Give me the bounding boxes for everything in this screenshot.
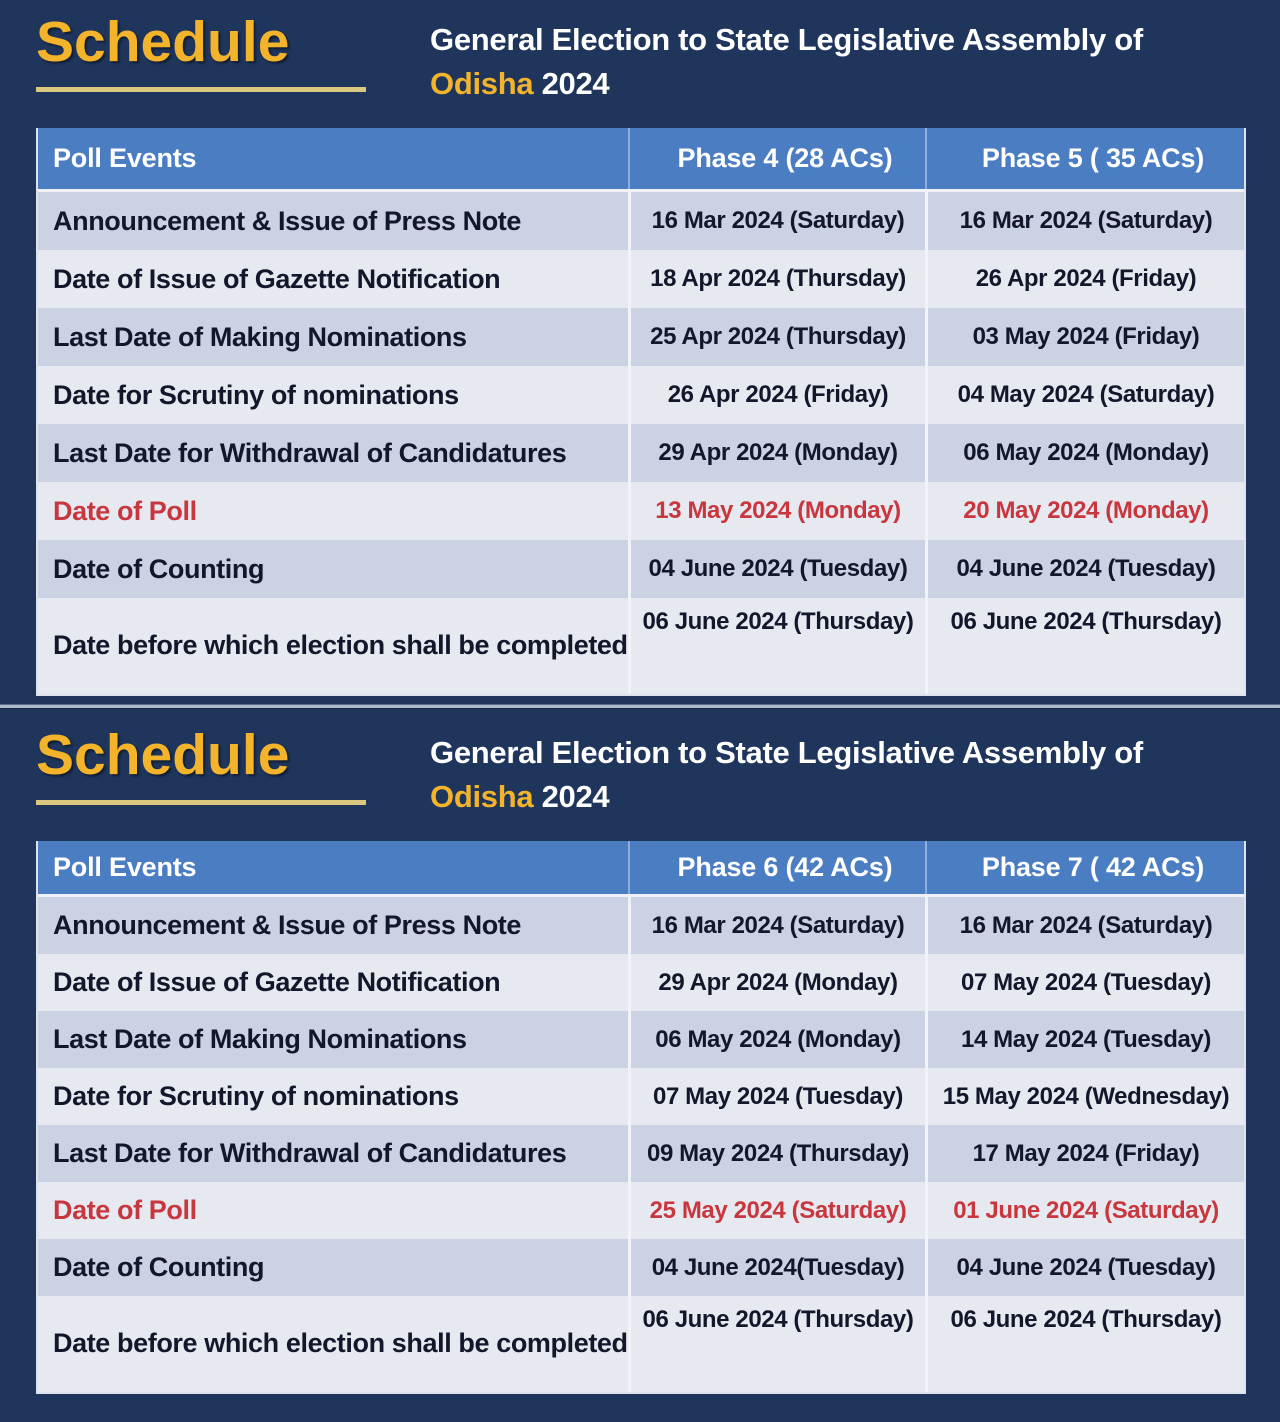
date-cell: 15 May 2024 (Wednesday) [925, 1068, 1244, 1125]
date-cell: 03 May 2024 (Friday) [925, 308, 1244, 366]
table-row [38, 1239, 1244, 1296]
section-header [0, 723, 1280, 819]
event-cell: Date of Counting [53, 1252, 265, 1283]
date-cell: 26 Apr 2024 (Friday) [628, 366, 925, 424]
table-row [38, 250, 1244, 308]
date-cell: 09 May 2024 (Thursday) [628, 1125, 925, 1182]
date-cell: 13 May 2024 (Monday) [628, 482, 925, 540]
schedule-section-phase6-7 [0, 709, 1280, 1394]
event-cell: Last Date of Making Nominations [53, 1024, 467, 1055]
heading-state: Odisha [430, 66, 534, 102]
event-cell: Announcement & Issue of Press Note [53, 205, 521, 236]
date-cell: 04 June 2024 (Tuesday) [925, 1239, 1244, 1296]
table-row [38, 1125, 1244, 1182]
event-cell: Date before which election shall be completed [53, 630, 628, 661]
heading-state: Odisha [430, 779, 534, 815]
date-cell: 06 June 2024 (Thursday) [628, 1296, 925, 1392]
header-cell-poll-events: Poll Events [53, 852, 197, 883]
date-cell: 07 May 2024 (Tuesday) [925, 954, 1244, 1011]
date-cell: 25 Apr 2024 (Thursday) [628, 308, 925, 366]
event-cell: Date before which election shall be completed [53, 1328, 628, 1359]
date-cell: 29 Apr 2024 (Monday) [628, 954, 925, 1011]
table-row [38, 897, 1244, 954]
table-row [38, 1068, 1244, 1125]
heading-line1: General Election to State Legislative Assembly of [430, 735, 1143, 771]
date-cell: 04 June 2024 (Tuesday) [925, 540, 1244, 598]
table-row [38, 424, 1244, 482]
date-cell: 04 May 2024 (Saturday) [925, 366, 1244, 424]
section-header [0, 10, 1280, 106]
table-row [38, 1296, 1244, 1392]
heading-line1: General Election to State Legislative Assembly of [430, 22, 1143, 57]
heading-year: 2024 [533, 66, 610, 102]
schedule-section-phase4-5 [0, 0, 1280, 696]
table-row [38, 1011, 1244, 1068]
header-cell-phase4: Phase 4 (28 ACs) [628, 128, 925, 189]
schedule-table-phase6-7 [36, 841, 1246, 1394]
section-heading [396, 14, 1143, 106]
date-cell: 18 Apr 2024 (Thursday) [628, 250, 925, 308]
table-row [38, 308, 1244, 366]
date-cell: 25 May 2024 (Saturday) [628, 1182, 925, 1239]
date-cell: 17 May 2024 (Friday) [925, 1125, 1244, 1182]
date-cell: 16 Mar 2024 (Saturday) [925, 192, 1244, 250]
table-row [38, 366, 1244, 424]
schedule-title-block [36, 10, 396, 92]
header-cell-poll-events: Poll Events [53, 143, 197, 174]
date-cell: 14 May 2024 (Tuesday) [925, 1011, 1244, 1068]
date-cell: 06 June 2024 (Thursday) [628, 598, 925, 694]
date-cell: 16 Mar 2024 (Saturday) [925, 897, 1244, 954]
event-cell: Date of Counting [53, 553, 265, 584]
date-cell: 06 June 2024 (Thursday) [925, 598, 1244, 694]
date-cell: 06 May 2024 (Monday) [925, 424, 1244, 482]
event-cell: Date of Issue of Gazette Notification [53, 263, 501, 294]
date-cell: 04 June 2024 (Tuesday) [628, 540, 925, 598]
schedule-title-block [36, 723, 396, 805]
event-cell: Date for Scrutiny of nominations [53, 1081, 459, 1112]
date-cell: 29 Apr 2024 (Monday) [628, 424, 925, 482]
date-cell: 07 May 2024 (Tuesday) [628, 1068, 925, 1125]
date-cell: 04 June 2024(Tuesday) [628, 1239, 925, 1296]
table-header-row [38, 128, 1244, 192]
event-cell: Announcement & Issue of Press Note [53, 910, 521, 941]
schedule-title: Schedule [36, 10, 290, 74]
section-heading [396, 727, 1143, 819]
schedule-table-phase4-5 [36, 128, 1246, 696]
table-header-row [38, 841, 1244, 897]
table-row [38, 192, 1244, 250]
header-cell-phase5: Phase 5 ( 35 ACs) [925, 128, 1244, 189]
event-cell: Last Date for Withdrawal of Candidatures [53, 437, 567, 468]
schedule-title: Schedule [36, 723, 290, 788]
event-cell: Date of Poll [53, 1195, 197, 1226]
table-row-date-of-poll [38, 482, 1244, 540]
date-cell: 16 Mar 2024 (Saturday) [628, 897, 925, 954]
date-cell: 06 May 2024 (Monday) [628, 1011, 925, 1068]
event-cell: Date for Scrutiny of nominations [53, 379, 459, 410]
date-cell: 01 June 2024 (Saturday) [925, 1182, 1244, 1239]
header-cell-phase7: Phase 7 ( 42 ACs) [925, 841, 1244, 894]
table-row-date-of-poll [38, 1182, 1244, 1239]
date-cell: 26 Apr 2024 (Friday) [925, 250, 1244, 308]
event-cell: Date of Poll [53, 495, 197, 526]
table-row [38, 598, 1244, 694]
date-cell: 06 June 2024 (Thursday) [925, 1296, 1244, 1392]
schedule-underline [36, 87, 366, 92]
schedule-underline [36, 800, 366, 805]
date-cell: 20 May 2024 (Monday) [925, 482, 1244, 540]
heading-year: 2024 [533, 779, 610, 815]
event-cell: Date of Issue of Gazette Notification [53, 967, 501, 998]
event-cell: Last Date for Withdrawal of Candidatures [53, 1138, 567, 1169]
date-cell: 16 Mar 2024 (Saturday) [628, 192, 925, 250]
header-cell-phase6: Phase 6 (42 ACs) [628, 841, 925, 894]
event-cell: Last Date of Making Nominations [53, 321, 467, 352]
table-row [38, 954, 1244, 1011]
table-row [38, 540, 1244, 598]
